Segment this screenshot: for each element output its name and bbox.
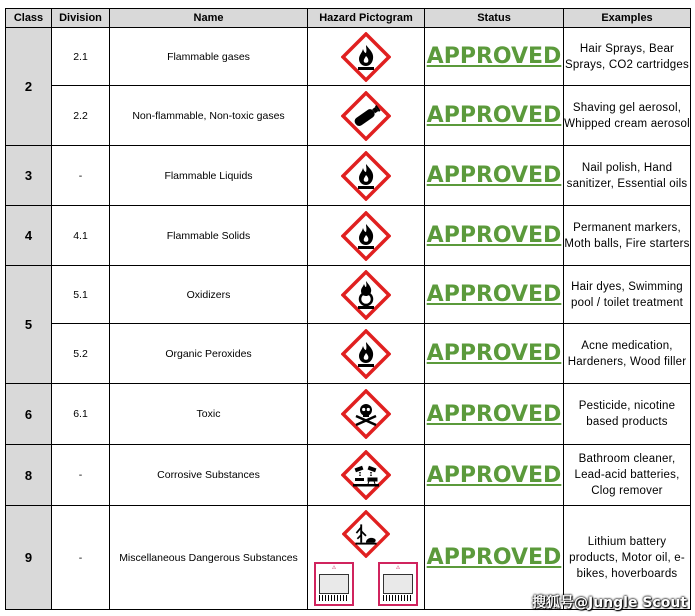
division-cell: 4.1 <box>52 206 110 266</box>
gas-cylinder-icon <box>341 91 391 141</box>
table-row <box>6 266 691 324</box>
examples-cell: Bathroom cleaner, Lead-acid batteries, Clog remover <box>564 445 691 506</box>
class-cell: 2 <box>6 28 52 146</box>
flame-icon <box>341 211 391 261</box>
table-row <box>6 86 691 146</box>
table-row <box>6 146 691 206</box>
name-cell: Non-flammable, Non-toxic gases <box>110 86 308 146</box>
table-row <box>6 324 691 384</box>
division-cell: 2.1 <box>52 28 110 86</box>
status-badge: APPROVED <box>425 146 564 206</box>
pictogram-cell <box>308 266 425 324</box>
name-cell: Flammable Solids <box>110 206 308 266</box>
lithium-battery-label-icon: ⚠ <box>314 562 354 606</box>
pictogram-cell <box>308 506 425 610</box>
table-row <box>6 384 691 445</box>
header-pictogram: Hazard Pictogram <box>308 9 425 28</box>
division-cell: - <box>52 506 110 610</box>
table-row <box>6 445 691 506</box>
name-cell: Organic Peroxides <box>110 324 308 384</box>
name-cell: Flammable gases <box>110 28 308 86</box>
header-row <box>6 9 691 28</box>
examples-cell: Lithium battery products, Motor oil, e-bikes, hoverboards <box>564 506 691 610</box>
header-class: Class <box>6 9 52 28</box>
status-badge: APPROVED <box>425 206 564 266</box>
table-row <box>6 206 691 266</box>
class-cell: 3 <box>6 146 52 206</box>
status-badge: APPROVED <box>425 86 564 146</box>
skull-crossbones-icon <box>341 389 391 439</box>
status-badge: APPROVED <box>425 266 564 324</box>
class-cell: 6 <box>6 384 52 445</box>
header-status: Status <box>425 9 564 28</box>
pictogram-cell <box>308 28 425 86</box>
lithium-battery-label-icon: ⚠ <box>378 562 418 606</box>
examples-cell: Nail polish, Hand sanitizer, Essential oils <box>564 146 691 206</box>
name-cell: Flammable Liquids <box>110 146 308 206</box>
examples-cell: Pesticide, nicotine based products <box>564 384 691 445</box>
name-cell: Oxidizers <box>110 266 308 324</box>
environment-icon <box>342 510 390 558</box>
class-cell: 5 <box>6 266 52 384</box>
name-cell: Corrosive Substances <box>110 445 308 506</box>
header-name: Name <box>110 9 308 28</box>
name-cell: Toxic <box>110 384 308 445</box>
flame-icon <box>341 151 391 201</box>
division-cell: - <box>52 445 110 506</box>
status-badge: APPROVED <box>425 445 564 506</box>
hazard-table <box>5 8 691 610</box>
pictogram-cell <box>308 86 425 146</box>
status-badge: APPROVED <box>425 384 564 445</box>
pictogram-cell <box>308 384 425 445</box>
name-cell: Miscellaneous Dangerous Substances <box>110 506 308 610</box>
division-cell: 2.2 <box>52 86 110 146</box>
examples-cell: Hair Sprays, Bear Sprays, CO2 cartridges <box>564 28 691 86</box>
status-badge: APPROVED <box>425 324 564 384</box>
examples-cell: Permanent markers, Moth balls, Fire starters <box>564 206 691 266</box>
flame-icon <box>341 32 391 82</box>
header-examples: Examples <box>564 9 691 28</box>
class-cell: 4 <box>6 206 52 266</box>
division-cell: 5.2 <box>52 324 110 384</box>
division-cell: - <box>52 146 110 206</box>
examples-cell: Acne medication, Hardeners, Wood filler <box>564 324 691 384</box>
status-badge: APPROVED <box>425 506 564 610</box>
table-row <box>6 28 691 86</box>
flame-over-circle-icon <box>341 270 391 320</box>
examples-cell: Shaving gel aerosol, Whipped cream aerosol <box>564 86 691 146</box>
watermark: 搜狐号@Jungle Scout <box>532 595 687 611</box>
pictogram-cell <box>308 324 425 384</box>
status-badge: APPROVED <box>425 28 564 86</box>
examples-cell: Hair dyes, Swimming pool / toilet treatment <box>564 266 691 324</box>
class-cell: 9 <box>6 506 52 610</box>
header-division: Division <box>52 9 110 28</box>
pictogram-cell <box>308 206 425 266</box>
pictogram-cell <box>308 146 425 206</box>
division-cell: 5.1 <box>52 266 110 324</box>
division-cell: 6.1 <box>52 384 110 445</box>
flame-icon <box>341 329 391 379</box>
pictogram-cell <box>308 445 425 506</box>
class-cell: 8 <box>6 445 52 506</box>
corrosion-icon <box>341 450 391 500</box>
